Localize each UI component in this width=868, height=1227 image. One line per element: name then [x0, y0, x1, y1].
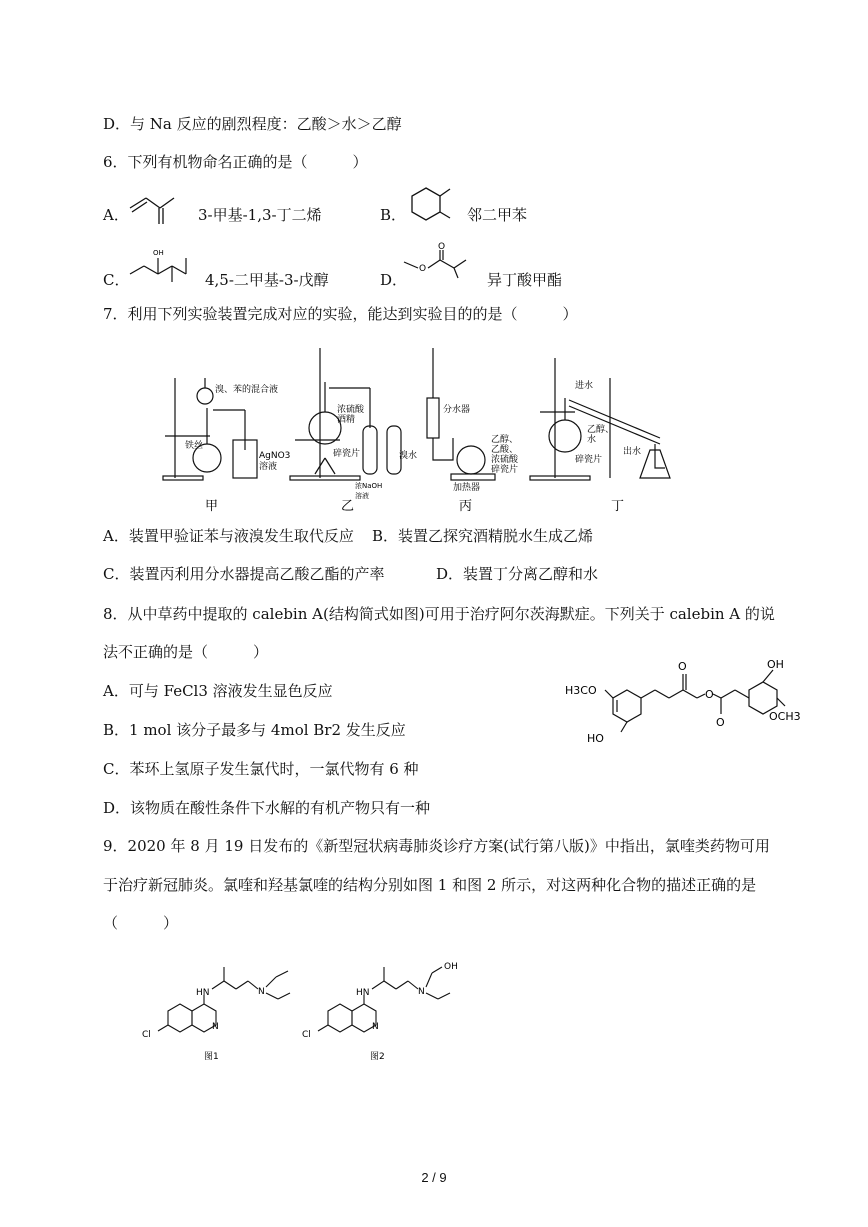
q7-apparatus-figure — [155, 338, 695, 518]
q8-h3co: H3CO — [565, 684, 597, 697]
q7-bing-separator: 分水器 — [443, 405, 471, 415]
q7-jia-soln: 溶液 — [259, 462, 278, 472]
q6-stem: 6．下列有机物命名正确的是（ ） — [103, 153, 368, 171]
q9-fig1-chloroquine — [140, 955, 310, 1065]
q9-fig1-nq: N — [212, 1022, 219, 1032]
q8-oh: OH — [767, 658, 784, 671]
q9-fig2-hn: HN — [356, 988, 370, 998]
q7-ding-chips: 碎瓷片 — [575, 455, 603, 465]
q6-b-structure — [404, 180, 454, 230]
q7-label-ding: 丁 — [611, 499, 625, 514]
q9-fig1-caption: 图1 — [204, 1052, 219, 1062]
q7-bing-ethanol: 乙醇、 — [491, 435, 519, 445]
q9-stem-3: （ ） — [103, 914, 179, 932]
q6-a-name: 3-甲基-1,3-丁二烯 — [198, 206, 322, 224]
q7-bing-chips: 碎瓷片 — [491, 465, 519, 475]
q8-o-ketone: O — [678, 660, 687, 673]
q7-stem: 7．利用下列实验装置完成对应的实验，能达到实验目的的是（ ） — [103, 305, 578, 323]
q7-option-c: C．装置丙利用分水器提高乙酸乙酯的产率 — [103, 565, 385, 583]
q7-yi-naoh: 浓NaOH — [355, 482, 383, 490]
q7-yi-alcohol: 酒精 — [337, 415, 356, 425]
q6-c-oh: OH — [153, 249, 164, 257]
q9-fig2-n: N — [418, 987, 425, 997]
q8-calebin-structure — [565, 650, 815, 750]
q9-fig1-cl: Cl — [142, 1030, 151, 1040]
q6-c-letter: C． — [103, 271, 130, 289]
page-number: 2 / 9 — [421, 1170, 447, 1185]
q6-c-structure — [126, 244, 196, 284]
q6-d-structure — [400, 240, 480, 280]
q8-o-ester: O — [705, 688, 714, 701]
q6-b-name: 邻二甲苯 — [467, 206, 528, 224]
q7-ding-water-out: 出水 — [623, 447, 642, 457]
q8-stem-1: 8．从中草药中提取的 calebin A(结构简式如图)可用于治疗阿尔茨海默症。下列关于 calebin A 的说 — [103, 605, 775, 623]
q7-jia-mix: 溴、苯的混合液 — [215, 385, 279, 395]
q7-bing-heater: 加热器 — [453, 483, 481, 493]
q7-yi-chips: 碎瓷片 — [333, 449, 361, 459]
q7-ding-ethanol: 乙醇、 — [587, 425, 615, 435]
q7-bing-h2so4: 浓硫酸 — [491, 455, 519, 465]
q7-option-b: B．装置乙探究酒精脱水生成乙烯 — [372, 527, 594, 545]
q9-fig1-n: N — [258, 987, 265, 997]
q7-yi-acid: 浓硫酸 — [337, 405, 365, 415]
q9-fig1-hn: HN — [196, 988, 210, 998]
q7-yi-bromine: 溴水 — [399, 451, 418, 461]
q6-d-o1: O — [419, 264, 427, 274]
q6-d-o2: O — [438, 242, 446, 252]
q6-d-letter: D． — [380, 271, 408, 289]
q8-o-carbonyl: O — [716, 716, 725, 729]
q9-fig2-hydroxychloroquine — [300, 955, 480, 1065]
q8-option-c: C．苯环上氢原子发生氯代时，一氯代物有 6 种 — [103, 760, 419, 778]
q7-bing-acetic: 乙酸、 — [491, 445, 519, 455]
q7-ding-water: 水 — [587, 435, 597, 445]
q6-b-letter: B． — [380, 206, 407, 224]
q9-fig2-caption: 图2 — [370, 1052, 385, 1062]
q7-jia-agno3: AgNO3 — [259, 451, 291, 461]
q8-option-b: B．1 mol 该分子最多与 4mol Br2 发生反应 — [103, 721, 406, 739]
q8-stem-2: 法不正确的是（ ） — [103, 643, 269, 661]
q9-stem-1: 9．2020 年 8 月 19 日发布的《新型冠状病毒肺炎诊疗方案(试行第八版)》中指出，氯喹类药物可用 — [103, 837, 770, 855]
q8-option-d: D．该物质在酸性条件下水解的有机产物只有一种 — [103, 799, 431, 817]
q7-option-a: A．装置甲验证苯与液溴发生取代反应 — [103, 527, 354, 545]
q8-option-a: A．可与 FeCl3 溶液发生显色反应 — [103, 682, 333, 700]
q7-label-jia: 甲 — [205, 499, 219, 514]
q5-option-d: D．与 Na 反应的剧烈程度：乙酸＞水＞乙醇 — [103, 115, 402, 133]
q7-option-d: D．装置丁分离乙醇和水 — [436, 565, 599, 583]
q6-d-name: 异丁酸甲酯 — [487, 271, 563, 289]
q9-fig2-oh: OH — [444, 962, 458, 972]
q7-yi-naoh2: 溶液 — [355, 492, 369, 500]
q6-a-structure — [126, 190, 186, 230]
q6-a-letter: A． — [103, 206, 129, 224]
q8-ho: HO — [587, 732, 604, 745]
q8-och3: OCH3 — [769, 710, 801, 723]
q7-label-bing: 丙 — [459, 499, 473, 514]
q7-ding-water-in: 进水 — [575, 381, 594, 391]
q9-stem-2: 于治疗新冠肺炎。氯喹和羟基氯喹的结构分别如图 1 和图 2 所示，对这两种化合物的描述正确的是 — [103, 876, 757, 894]
q6-c-name: 4,5-二甲基-3-戊醇 — [205, 271, 329, 289]
q7-label-yi: 乙 — [341, 499, 355, 514]
q7-jia-iron: 铁丝 — [185, 441, 204, 451]
q9-fig2-nq: N — [372, 1022, 379, 1032]
q9-fig2-cl: Cl — [302, 1030, 311, 1040]
